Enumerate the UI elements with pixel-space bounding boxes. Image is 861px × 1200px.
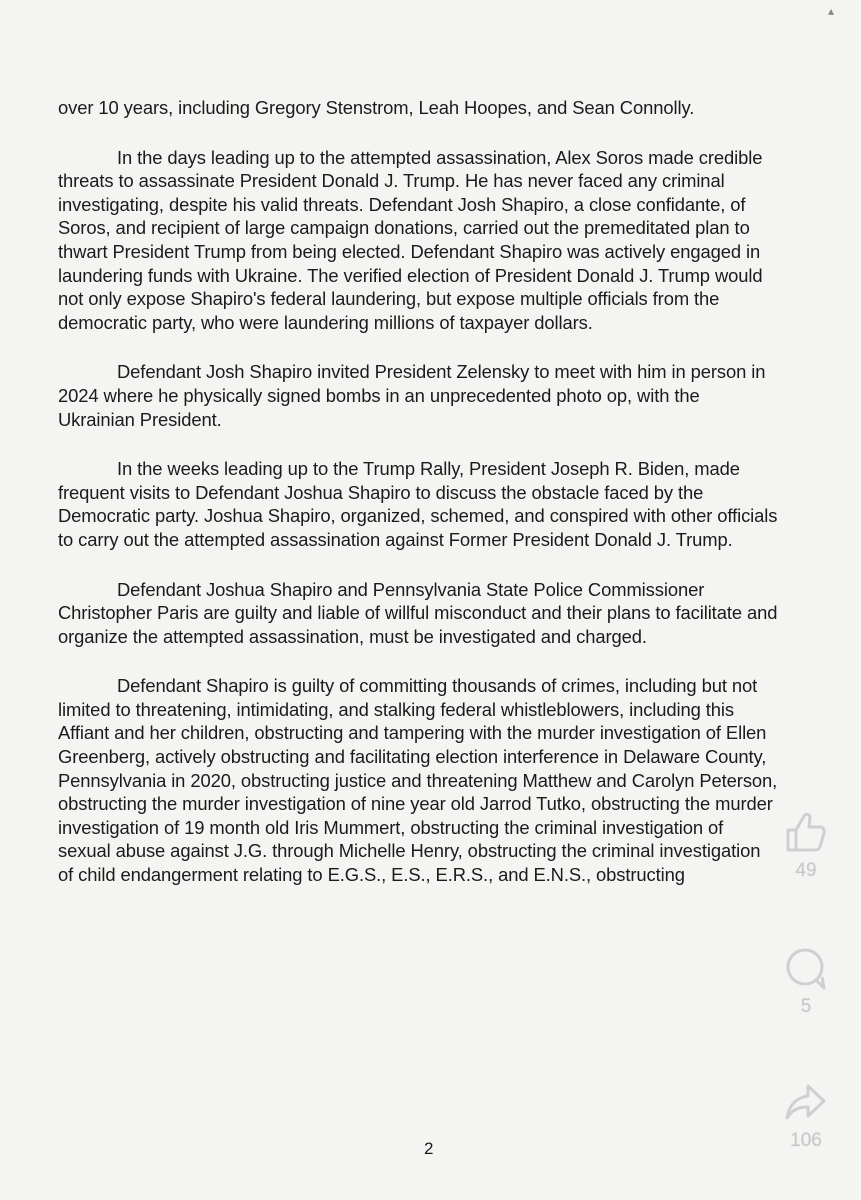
paragraph-5: Defendant Joshua Shapiro and Pennsylvania State Police Commissioner Christopher Paris are guilty and liable of willful misconduct and their plans to facilitate and organize the attempted assassination, must be investigated and charged.: [58, 578, 778, 647]
share-arrow-icon: [782, 1078, 830, 1126]
like-count: 49: [795, 860, 817, 881]
comment-bubble-icon: [782, 944, 830, 992]
page-number: 2: [424, 1139, 434, 1158]
document-page: [58, 96, 778, 887]
more-dot-icon[interactable]: ▴: [828, 4, 835, 18]
paragraph-4: In the weeks leading up to the Trump Rally, President Joseph R. Biden, made frequent visits to Defendant Joshua Shapiro to discuss the obstacle faced by the Democratic party. Joshua Shapiro, organized, schemed, and conspired with other officials to carry out the attempted assassination against Former President Donald J. Trump.: [58, 458, 778, 550]
paragraph-1: over 10 years, including Gregory Stenstrom, Leah Hoopes, and Sean Connolly.: [58, 97, 695, 118]
paragraph-3: Defendant Josh Shapiro invited President Zelensky to meet with him in person in 2024 where he physically signed bombs in an unprecedented photo op, with the Ukrainian President.: [58, 361, 766, 430]
like-button[interactable]: [771, 808, 841, 882]
comment-button[interactable]: [771, 944, 841, 1018]
share-button[interactable]: [771, 1078, 841, 1152]
paragraph-2: In the days leading up to the attempted assassination, Alex Soros made credible threats to assassinate President Donald J. Trump. He has never faced any criminal investigating, despite his valid threats. Defendant Josh Shapiro, a close confidante, of Soros, and recipient of large campaign donations, carried out the premeditated plan to thwart President Trump from being elected. Defendant Shapiro was actively engaged in laundering funds with Ukraine. The verified election of President Donald J. Trump would not only expose Shapiro's federal laundering, but expose multiple officials from the democratic party, who were laundering millions of taxpayer dollars.: [58, 146, 763, 333]
comment-count: 5: [800, 996, 812, 1017]
paragraph-6: Defendant Shapiro is guilty of committing thousands of crimes, including but not limited to threatening, intimidating, and stalking federal whistleblowers, including this Affiant and her children, obstructing and tampering with the murder investigation of Ellen Greenberg, actively obstructing and facilitating election interference in Delaware County, Pennsylvania in 2020, obstructing justice and threatening Matthew and Carolyn Peterson, obstructing the murder investigation of nine year old Jarrod Tutko, obstructing the murder investigation of 19 month old Iris Mummert, obstructing the criminal investigation of sexual abuse against J.G. through Michelle Henry, obstructing the criminal investigation of child endangerment relating to E.G.S., E.S., E.R.S., and E.N.S., obstructing: [58, 675, 778, 886]
thumbs-up-icon: [782, 808, 830, 856]
share-count: 106: [790, 1130, 822, 1151]
